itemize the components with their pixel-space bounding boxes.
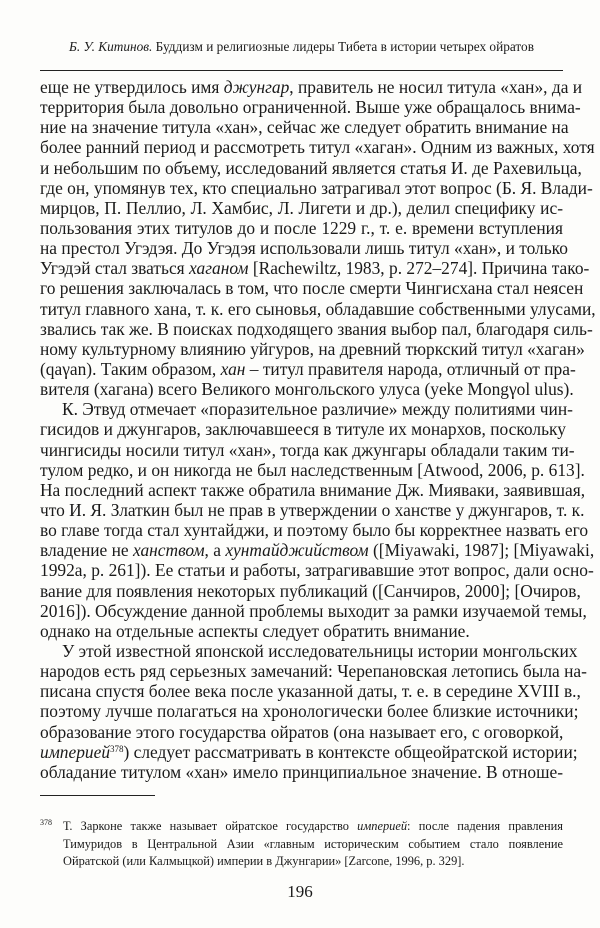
text-line (40, 540, 595, 561)
text-line (40, 318, 593, 339)
text-line (40, 762, 563, 782)
text-segment: поэтому лучше полагаться на хронологически более близкие источники; (40, 701, 579, 722)
text-segment: К. Этвуд отмечает «поразительное различие» между политиями чин- (62, 399, 573, 420)
text-line (40, 621, 563, 641)
text-segment: ному культурному влиянию уйгуров, на древний тюркский титул «хаган» (40, 338, 585, 359)
text-segment: вание для появления некоторых публикаций ([Санчиров, 2000]; [Очиров, (40, 580, 581, 601)
text-segment: что И. Я. Златкин был не прав в утверждении о ханстве у джунгаров, т. к. (40, 499, 585, 520)
text-line (40, 722, 563, 742)
page-number: 196 (287, 882, 313, 901)
footnote-number: 378 (40, 818, 52, 827)
text-segment: гисидов и джунгаров, заключавшееся в титуле их монархов, поскольку (40, 419, 566, 440)
text-segment: титул главного хана, т. к. его сыновья, обладавшие собственными улусами, (40, 298, 596, 319)
text-segment: пользования этих титулов до и после 1229 г., т. е. времени вступления (40, 217, 563, 238)
text-segment: писана спустя более века после указанной даты, т. е. в середине XVIII в., (40, 681, 581, 702)
text-segment: народов есть ряд серьезных замечаний: Черепановская летопись была на- (40, 661, 587, 682)
text-line (40, 238, 568, 259)
text-segment: владение не (40, 540, 133, 561)
italic-text: хаганом (189, 258, 249, 279)
text-segment: мирцов, П. Пеллио, Л. Хамбис, Л. Лигети и др.), делил специфику ис- (40, 197, 563, 218)
text-line (40, 640, 578, 661)
italic-text: империей (357, 819, 408, 833)
text-line (40, 97, 581, 118)
text-line (40, 358, 576, 379)
text-line (40, 419, 566, 440)
text-segment: вителя (хагана) всего Великого монгольского улуса (yeke Mongγol ulus). (40, 379, 574, 400)
text-line (40, 258, 590, 279)
text-line (40, 77, 583, 97)
italic-text: хан (220, 358, 246, 379)
text-line (40, 379, 574, 400)
italic-text: империей (40, 741, 111, 762)
text-segment: Угэдэй стал зваться (40, 258, 190, 279)
text-segment: звались так же. В поисках подходящего звания выбор пал, благодаря силь- (40, 318, 593, 339)
text-line (40, 278, 584, 299)
text-line (40, 117, 569, 138)
text-line (40, 177, 593, 198)
text-segment: территория была довольно ограниченной. Выше уже обращалось внима- (40, 97, 581, 118)
text-segment: и небольшим по объему, исследований является статья И. де Рахевильца, (40, 157, 582, 178)
text-line (40, 198, 563, 218)
text-line (40, 661, 587, 682)
running-header (40, 39, 563, 55)
text-segment: У этой известной японской исследовательницы истории монгольских (62, 640, 578, 661)
text-segment: : после падения правления Тимуридов в Центральной Азии «главным историческим событием стало появление Ойратской (или Калмыцкой) империи в Джунгарии» [Zarcone, 1996, p. 329]. (63, 819, 563, 868)
text-line (40, 218, 563, 238)
text-segment: тулом редко, и он никогда не был наследственным [Atwood, 2006, p. 613]. (40, 459, 585, 480)
text-line (40, 580, 581, 601)
text-line (40, 157, 582, 178)
text-segment: , а (204, 540, 226, 561)
text-segment: еще не утвердилось имя (40, 77, 224, 97)
text-segment: где он, упомянув тех, кто специально затрагивал этот вопрос (Б. Я. Влади- (40, 177, 593, 198)
text-segment: однако на отдельные аспекты следует обратить внимание. (40, 620, 470, 641)
text-segment: на престол Угэдэя. До Угэдэя использовали лишь титул «хан», и только (40, 238, 568, 259)
text-line (40, 600, 587, 621)
text-line (40, 439, 575, 460)
text-segment: образование этого государства ойратов (она называет его, с оговоркой, (40, 721, 564, 742)
text-line (40, 338, 585, 359)
text-segment: 1992a, p. 261]). Ее статьи и работы, затрагивавшие этот вопрос, дали осно- (40, 560, 594, 581)
text-segment: во главе тогда стал хунтайджи, и поэтому было бы корректнее назвать его (40, 520, 589, 541)
footnote-text (63, 818, 563, 871)
italic-text: хунтайджийством (225, 540, 369, 561)
text-line (40, 560, 594, 581)
text-line (40, 701, 579, 722)
italic-text: ханством (133, 540, 205, 561)
text-segment: ) следует рассматривать в контексте общеойратской истории; (123, 741, 578, 762)
text-segment: На последний аспект также обратила внимание Дж. Мияваки, заявившая, (40, 479, 586, 500)
text-line (40, 298, 596, 319)
text-segment: (qaγan). Таким образом, (40, 358, 221, 379)
header-rule (40, 70, 563, 71)
text-line (40, 399, 573, 420)
text-segment: го решения заключалась в том, что после смерти Чингисхана стал неясен (40, 278, 584, 299)
text-line (40, 499, 585, 520)
header-title: Буддизм и религиозные лидеры Тибета в истории четырех ойратов (152, 39, 534, 54)
text-segment: 2016]). Обсуждение данной проблемы выходит за рамки изучаемой темы, (40, 600, 587, 621)
text-segment: – титул правителя народа, отличный от пра- (245, 358, 576, 379)
header-author: Б. У. Китинов. (69, 39, 153, 54)
text-line (40, 520, 589, 541)
text-line (40, 137, 595, 158)
text-segment: ние на значение титула «хан», сейчас же следует обратить внимание на (40, 117, 569, 138)
text-segment: [Rachewiltz, 1983, p. 272–274]. Причина тако- (248, 258, 590, 279)
text-segment: более ранний период и рассмотреть титул «хаган». Одним из важных, хотя (40, 137, 595, 158)
text-line (40, 479, 586, 500)
text-segment: ([Miyawaki, 1987]; [Miyawaki, (368, 540, 595, 561)
body-text (40, 77, 596, 782)
text-line (40, 459, 585, 480)
text-segment: Т. Зарконе также называет ойратское государство (63, 819, 358, 833)
italic-text: джунгар (223, 77, 290, 97)
text-line (40, 681, 581, 702)
text-segment: , правитель не носил титула «хан», да и (289, 77, 583, 97)
text-line (40, 741, 578, 762)
text-segment: чингисиды носили титул «хан», тогда как джунгары обладали таким ти- (40, 439, 575, 460)
footnote-rule (40, 795, 155, 796)
footnote-reference: 378 (110, 743, 124, 754)
text-segment: обладание титулом «хан» имело принципиальное значение. В отноше- (40, 761, 563, 782)
